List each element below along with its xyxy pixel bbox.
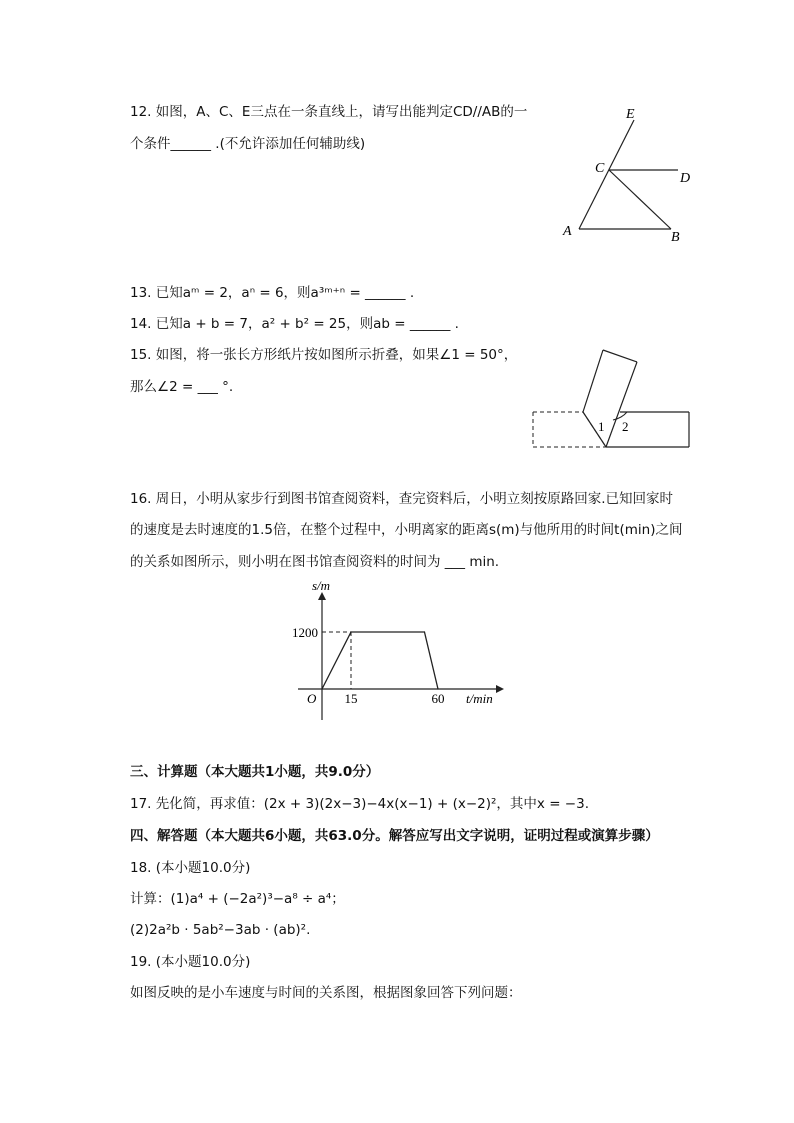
q16-line3: 的关系如图所示，则小明在图书馆查阅资料的时间为 ___ min. [130,554,500,570]
x-axis-arrow [496,685,504,693]
q14-text: 14. 已知a + b = 7，a² + b² = 25，则ab = ______ . [130,316,459,332]
angle-1-label: 1 [598,419,605,434]
y-axis-arrow [318,592,326,600]
q16-line1: 16. 周日，小明从家步行到图书馆查阅资料，查完资料后，小明立刻按原路回家.已知回家时 [130,491,674,507]
data-point-0-3 [437,688,438,689]
x-axis-label: t/min [466,691,493,706]
x-tick-label-0: 15 [344,691,358,706]
q15-line2: 那么∠2 = ___ °. [130,379,234,395]
data-point-0-2 [424,631,425,632]
y-tick-label-0: 1200 [292,625,318,640]
data-point-0-0 [321,688,322,689]
point-e-label: E [626,107,635,122]
q12-line2: 个条件______ .(不允许添加任何辅助线) [130,136,366,152]
point-a-label: A [563,224,572,239]
point-d-label: D [680,171,691,186]
q16-distance-time-chart [285,578,515,718]
series-line-0 [322,632,438,689]
angle-2-label: 2 [622,419,629,434]
q12-figure [555,100,705,245]
q18-header: 18. (本小题10.0分) [130,860,251,876]
section3-title: 三、计算题（本大题共1小题，共9.0分） [130,764,380,780]
y-axis-label: s/m [312,578,331,593]
q12-line1: 12. 如图，A、C、E三点在一条直线上，请写出能判定CD//AB的一 [130,104,528,120]
origin-label: O [307,691,317,706]
q13-text: 13. 已知aᵐ = 2，aⁿ = 6，则a³ᵐ⁺ⁿ = ______ . [130,285,415,301]
point-b-label: B [671,230,680,245]
q15-figure [525,345,700,455]
q19-header: 19. (本小题10.0分) [130,954,251,970]
q18-line2: (2)2a²b · 5ab²−3ab · (ab)². [130,922,311,938]
point-c-label: C [595,161,605,176]
x-tick-label-1: 60 [431,691,445,706]
q17-text: 17. 先化简，再求值：(2x + 3)(2x−3)−4x(x−1) + (x−2)²，其中x = −3. [130,796,589,812]
q15-line1: 15. 如图，将一张长方形纸片按如图所示折叠，如果∠1 = 50°， [130,347,518,363]
q16-line2: 的速度是去时速度的1.5倍，在整个过程中，小明离家的距离s(m)与他所用的时间t(min)之间 [130,522,683,538]
q18-line1: 计算：(1)a⁴ + (−2a²)³−a⁸ ÷ a⁴； [130,891,345,907]
q19-line1: 如图反映的是小车速度与时间的关系图，根据图象回答下列问题： [130,985,522,1001]
section4-title: 四、解答题（本大题共6小题，共63.0分。解答应写出文字说明，证明过程或演算步骤） [130,828,659,844]
